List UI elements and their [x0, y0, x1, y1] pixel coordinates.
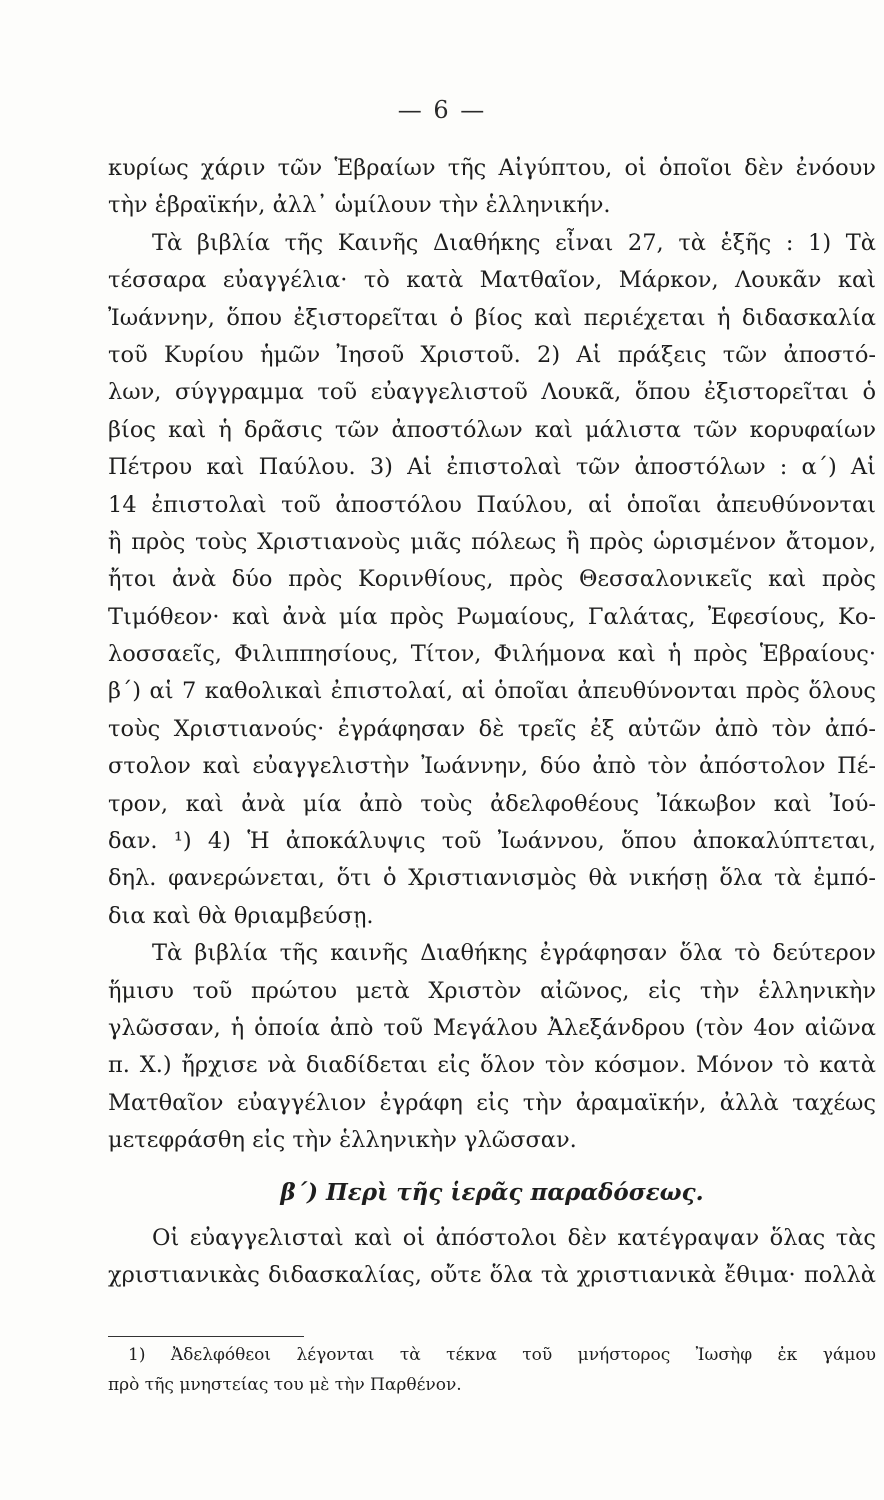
text-line: βίος καὶ ἡ δρᾶσις τῶν ἀποστόλων καὶ μάλιστα τῶν κορυφαίων — [108, 416, 876, 443]
text-line: δηλ. φανερώνεται, ὅτι ὁ Χριστιανισμὸς θὰ νικήσῃ ὅλα τὰ ἐμπό- — [108, 865, 876, 892]
footnotes — [108, 1340, 876, 1400]
text-line: ἥμισυ τοῦ πρώτου μετὰ Χριστὸν αἰῶνος, εἰς τὴν ἑλληνικὴν — [108, 977, 876, 1004]
text-line: λων, σύγγραμμα τοῦ εὐαγγελιστοῦ Λουκᾶ, ὅπου ἐξιστορεῖται ὁ — [108, 379, 876, 406]
text-line: Οἱ εὐαγγελισταὶ καὶ οἱ ἀπόστολοι δὲν κατέγραψαν ὅλας τὰς — [152, 1224, 876, 1251]
text-line: π. Χ.) ἤρχισε νὰ διαδίδεται εἰς ὅλον τὸν κόσμον. Μόνον τὸ κατὰ — [108, 1052, 876, 1079]
text-line: 14 ἐπιστολαὶ τοῦ ἀποστόλου Παύλου, αἱ ὁποῖαι ἀπευθύνονται — [108, 491, 876, 518]
text-line: χριστιανικὰς διδασκαλίας, οὔτε ὅλα τὰ χριστιανικὰ ἔθιμα· πολλὰ — [108, 1261, 876, 1288]
text-line: δαν. ¹) 4) Ἡ ἀποκάλυψις τοῦ Ἰωάννου, ὅπου ἀποκαλύπτεται, — [108, 828, 876, 855]
text-line: ἤτοι ἀνὰ δύο πρὸς Κορινθίους, πρὸς Θεσσαλονικεῖς καὶ πρὸς — [108, 566, 876, 593]
text-line: ἢ πρὸς τοὺς Χριστιανοὺς μιᾶς πόλεως ἢ πρὸς ὡρισμένον ἄτομον, — [108, 528, 876, 555]
text-line: Τὰ βιβλία τῆς καινῆς Διαθήκης ἐγράφησαν ὅλα τὸ δεύτερον — [152, 940, 876, 967]
text-line: λοσσαεῖς, Φιλιππησίους, Τίτον, Φιλήμονα καὶ ἡ πρὸς Ἑβραίους· — [108, 641, 876, 668]
text-line: β΄) αἱ 7 καθολικαὶ ἐπιστολαί, αἱ ὁποῖαι ἀπευθύνονται πρὸς ὅλους — [108, 678, 876, 705]
text-line: μετεφράσθη εἰς τὴν ἑλληνικὴν γλῶσσαν. — [108, 1127, 577, 1154]
text-line: κυρίως χάριν τῶν Ἑβραίων τῆς Αἰγύπτου, οἱ ὁποῖοι δὲν ἐνόουν — [108, 155, 876, 181]
text-line: Τιμόθεον· καὶ ἀνὰ μία πρὸς Ρωμαίους, Γαλάτας, Ἐφεσίους, Κο- — [108, 603, 876, 630]
text-line: τοῦ Κυρίου ἡμῶν Ἰησοῦ Χριστοῦ. 2) Αἱ πράξεις τῶν ἀποστό- — [108, 341, 876, 368]
footnote-divider — [108, 1336, 304, 1337]
text-line: τὴν ἑβραϊκήν, ἀλλ᾿ ὡμίλουν τὴν ἑλληνικήν. — [108, 192, 611, 219]
text-line: Πέτρου καὶ Παύλου. 3) Αἱ ἐπιστολαὶ τῶν ἀποστόλων : α΄) Αἱ — [108, 454, 876, 481]
text-line: τοὺς Χριστιανούς· ἐγράφησαν δὲ τρεῖς ἐξ αὐτῶν ἀπὸ τὸν ἀπό- — [108, 715, 876, 742]
page-number: — 6 — — [397, 96, 487, 124]
main-text — [108, 150, 876, 1294]
text-line: δια καὶ θὰ θριαμβεύσῃ. — [108, 902, 374, 929]
text-line: τέσσαρα εὐαγγέλια· τὸ κατὰ Ματθαῖον, Μάρκον, Λουκᾶν καὶ — [108, 267, 876, 294]
footnote-line: πρὸ τῆς μνηστείας του μὲ τὴν Παρθένον. — [108, 1375, 462, 1395]
text-line: Ἰωάννην, ὅπου ἐξιστορεῖται ὁ βίος καὶ περιέχεται ἡ διδασκαλία — [108, 304, 876, 331]
footnote-line: 1) Ἀδελφόθεοι λέγονται τὰ τέκνα τοῦ μνήστορος Ἰωσὴφ ἐκ γάμου — [128, 1345, 876, 1365]
text-line: στολον καὶ εὐαγγελιστὴν Ἰωάννην, δύο ἀπὸ τὸν ἀπόστολον Πέ- — [108, 753, 876, 780]
section-heading: β΄) Περὶ τῆς ἱερᾶς παραδόσεως. — [280, 1178, 704, 1206]
text-line: Ματθαῖον εὐαγγέλιον ἐγράφη εἰς τὴν ἀραμαϊκήν, ἀλλὰ ταχέως — [108, 1089, 876, 1116]
text-line: γλῶσσαν, ἡ ὁποία ἀπὸ τοῦ Μεγάλου Ἀλεξάνδρου (τὸν 4ον αἰῶνα — [108, 1014, 876, 1041]
text-line: Τὰ βιβλία τῆς Καινῆς Διαθήκης εἶναι 27, τὰ ἑξῆς : 1) Τὰ — [152, 229, 876, 256]
text-line: τρον, καὶ ἀνὰ μία ἀπὸ τοὺς ἀδελφοθέους Ἰάκωβον καὶ Ἰού- — [108, 790, 876, 817]
